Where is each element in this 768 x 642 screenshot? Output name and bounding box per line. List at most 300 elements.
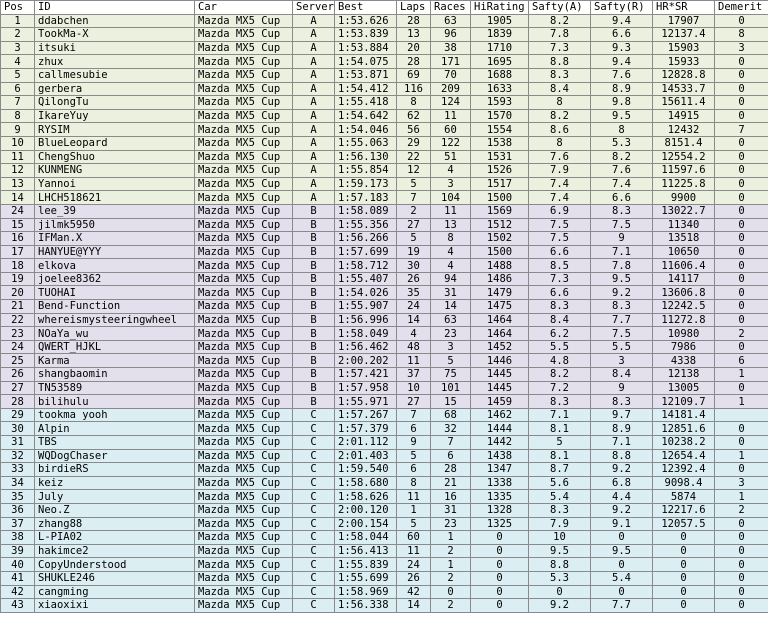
table-row [1, 558, 768, 572]
hr-sr-cell: 15933 [653, 55, 715, 69]
pos-cell: 16 [1, 232, 35, 246]
id-cell: CopyUnderstood [35, 558, 195, 572]
races-cell: 122 [431, 136, 471, 150]
car-cell: Mazda MX5 Cup [195, 327, 293, 341]
id-cell: joelee8362 [35, 272, 195, 286]
races-cell: 15 [431, 395, 471, 409]
hirating-cell: 1335 [471, 490, 529, 504]
table-row [1, 55, 768, 69]
id-cell: birdieRS [35, 463, 195, 477]
laps-cell: 4 [397, 327, 431, 341]
safty-r-cell: 8.3 [591, 300, 653, 314]
hr-sr-cell: 15903 [653, 41, 715, 55]
races-cell: 3 [431, 340, 471, 354]
table-row [1, 395, 768, 409]
races-cell: 28 [431, 463, 471, 477]
demerit-cell: 0 [715, 463, 768, 477]
hr-sr-cell: 10650 [653, 245, 715, 259]
server-cell: C [293, 531, 335, 545]
hr-sr-cell: 0 [653, 544, 715, 558]
safty-r-cell: 0 [591, 585, 653, 599]
safty-r-cell: 3 [591, 354, 653, 368]
races-cell: 60 [431, 123, 471, 137]
table-row [1, 28, 768, 42]
hirating-cell: 1452 [471, 340, 529, 354]
server-cell: A [293, 109, 335, 123]
id-cell: BlueLeopard [35, 136, 195, 150]
id-cell: whereismysteeringwheel [35, 313, 195, 327]
hirating-cell: 1462 [471, 408, 529, 422]
safty-a-cell: 5.3 [529, 571, 591, 585]
pos-cell: 2 [1, 28, 35, 42]
pos-cell: 32 [1, 449, 35, 463]
pos-cell: 24 [1, 204, 35, 218]
laps-cell: 5 [397, 232, 431, 246]
id-cell: zhux [35, 55, 195, 69]
table-row [1, 82, 768, 96]
best-cell: 2:00.154 [335, 517, 397, 531]
hr-sr-cell: 4338 [653, 354, 715, 368]
pos-cell: 34 [1, 476, 35, 490]
safty-a-cell: 7.5 [529, 232, 591, 246]
hirating-cell: 1338 [471, 476, 529, 490]
server-cell: B [293, 340, 335, 354]
demerit-cell: 0 [715, 313, 768, 327]
safty-a-cell: 8.1 [529, 422, 591, 436]
hirating-cell: 1500 [471, 191, 529, 205]
server-cell: C [293, 449, 335, 463]
safty-r-cell: 7.8 [591, 259, 653, 273]
safty-r-cell: 5.4 [591, 571, 653, 585]
best-cell: 2:01.403 [335, 449, 397, 463]
header-car: Car [195, 1, 293, 15]
hr-sr-cell: 12057.5 [653, 517, 715, 531]
hirating-cell: 1695 [471, 55, 529, 69]
races-cell: 31 [431, 503, 471, 517]
demerit-cell: 0 [715, 259, 768, 273]
best-cell: 2:01.112 [335, 436, 397, 450]
demerit-cell: 0 [715, 340, 768, 354]
table-row [1, 408, 768, 422]
hr-sr-cell: 5874 [653, 490, 715, 504]
car-cell: Mazda MX5 Cup [195, 259, 293, 273]
safty-a-cell: 8.5 [529, 259, 591, 273]
races-cell: 38 [431, 41, 471, 55]
id-cell: ChengShuo [35, 150, 195, 164]
laps-cell: 6 [397, 422, 431, 436]
safty-a-cell: 7.5 [529, 218, 591, 232]
hirating-cell: 1328 [471, 503, 529, 517]
hr-sr-cell: 13022.7 [653, 204, 715, 218]
hr-sr-cell: 13518 [653, 232, 715, 246]
hr-sr-cell: 11597.6 [653, 164, 715, 178]
server-cell: A [293, 28, 335, 42]
hirating-cell: 1554 [471, 123, 529, 137]
safty-r-cell: 9.4 [591, 55, 653, 69]
server-cell: C [293, 558, 335, 572]
hirating-cell: 1526 [471, 164, 529, 178]
id-cell: LHCH518621 [35, 191, 195, 205]
safty-a-cell: 7.4 [529, 191, 591, 205]
laps-cell: 14 [397, 599, 431, 613]
hirating-cell: 1531 [471, 150, 529, 164]
safty-r-cell: 6.8 [591, 476, 653, 490]
races-cell: 21 [431, 476, 471, 490]
hr-sr-cell: 17907 [653, 14, 715, 28]
best-cell: 1:54.075 [335, 55, 397, 69]
races-cell: 4 [431, 259, 471, 273]
safty-r-cell: 7.7 [591, 599, 653, 613]
races-cell: 2 [431, 544, 471, 558]
demerit-cell: 0 [715, 82, 768, 96]
safty-r-cell: 9.5 [591, 109, 653, 123]
id-cell: NOaYa_wu [35, 327, 195, 341]
car-cell: Mazda MX5 Cup [195, 395, 293, 409]
header-hr-sr: HR*SR [653, 1, 715, 15]
best-cell: 1:58.044 [335, 531, 397, 545]
best-cell: 1:57.379 [335, 422, 397, 436]
demerit-cell: 0 [715, 300, 768, 314]
demerit-cell: 1 [715, 490, 768, 504]
server-cell: C [293, 599, 335, 613]
pos-cell: 15 [1, 218, 35, 232]
safty-r-cell: 9.5 [591, 544, 653, 558]
best-cell: 1:55.907 [335, 300, 397, 314]
table-row [1, 272, 768, 286]
laps-cell: 42 [397, 585, 431, 599]
hr-sr-cell: 13005 [653, 381, 715, 395]
races-cell: 31 [431, 286, 471, 300]
races-cell: 104 [431, 191, 471, 205]
races-cell: 63 [431, 313, 471, 327]
pos-cell: 1 [1, 14, 35, 28]
id-cell: Neo.Z [35, 503, 195, 517]
races-cell: 1 [431, 531, 471, 545]
pos-cell: 18 [1, 259, 35, 273]
safty-a-cell: 8.2 [529, 14, 591, 28]
car-cell: Mazda MX5 Cup [195, 476, 293, 490]
safty-r-cell: 9.2 [591, 463, 653, 477]
table-row [1, 327, 768, 341]
demerit-cell: 1 [715, 449, 768, 463]
safty-r-cell: 9.4 [591, 14, 653, 28]
hirating-cell: 1459 [471, 395, 529, 409]
safty-a-cell: 8 [529, 136, 591, 150]
best-cell: 1:57.958 [335, 381, 397, 395]
best-cell: 1:58.680 [335, 476, 397, 490]
safty-r-cell: 7.5 [591, 218, 653, 232]
best-cell: 1:58.089 [335, 204, 397, 218]
hirating-cell: 1347 [471, 463, 529, 477]
best-cell: 2:00.120 [335, 503, 397, 517]
demerit-cell: 0 [715, 68, 768, 82]
table-row [1, 599, 768, 613]
laps-cell: 28 [397, 14, 431, 28]
table-row [1, 259, 768, 273]
demerit-cell: 0 [715, 599, 768, 613]
hirating-cell: 1593 [471, 96, 529, 110]
hirating-cell: 1710 [471, 41, 529, 55]
races-cell: 96 [431, 28, 471, 42]
id-cell: QilongTu [35, 96, 195, 110]
pos-cell: 20 [1, 286, 35, 300]
laps-cell: 5 [397, 517, 431, 531]
pos-cell: 23 [1, 327, 35, 341]
hirating-cell: 1517 [471, 177, 529, 191]
server-cell: A [293, 14, 335, 28]
best-cell: 1:56.130 [335, 150, 397, 164]
hr-sr-cell: 0 [653, 531, 715, 545]
car-cell: Mazda MX5 Cup [195, 245, 293, 259]
best-cell: 1:56.266 [335, 232, 397, 246]
car-cell: Mazda MX5 Cup [195, 218, 293, 232]
best-cell: 1:56.462 [335, 340, 397, 354]
safty-r-cell: 9.1 [591, 517, 653, 531]
demerit-cell: 0 [715, 191, 768, 205]
server-cell: A [293, 41, 335, 55]
id-cell: ddabchen [35, 14, 195, 28]
laps-cell: 37 [397, 368, 431, 382]
hirating-cell: 1464 [471, 313, 529, 327]
best-cell: 1:55.854 [335, 164, 397, 178]
car-cell: Mazda MX5 Cup [195, 272, 293, 286]
safty-r-cell: 8.3 [591, 395, 653, 409]
id-cell: July [35, 490, 195, 504]
hirating-cell: 1446 [471, 354, 529, 368]
laps-cell: 48 [397, 340, 431, 354]
table-row [1, 218, 768, 232]
pos-cell: 17 [1, 245, 35, 259]
hr-sr-cell: 14181.4 [653, 408, 715, 422]
demerit-cell: 0 [715, 245, 768, 259]
safty-a-cell: 5.5 [529, 340, 591, 354]
pos-cell: 26 [1, 368, 35, 382]
id-cell: TN53589 [35, 381, 195, 395]
hirating-cell: 1488 [471, 259, 529, 273]
id-cell: TUOHAI [35, 286, 195, 300]
car-cell: Mazda MX5 Cup [195, 503, 293, 517]
car-cell: Mazda MX5 Cup [195, 463, 293, 477]
server-cell: B [293, 259, 335, 273]
safty-r-cell: 7.1 [591, 245, 653, 259]
best-cell: 1:56.338 [335, 599, 397, 613]
hr-sr-cell: 12432 [653, 123, 715, 137]
safty-r-cell: 7.7 [591, 313, 653, 327]
header-best: Best [335, 1, 397, 15]
laps-cell: 27 [397, 395, 431, 409]
table-row [1, 300, 768, 314]
safty-a-cell: 10 [529, 531, 591, 545]
server-cell: B [293, 395, 335, 409]
server-cell: B [293, 218, 335, 232]
hr-sr-cell: 9900 [653, 191, 715, 205]
hr-sr-cell: 12242.5 [653, 300, 715, 314]
header-hirating: HiRating [471, 1, 529, 15]
header-row [1, 1, 768, 15]
safty-r-cell: 7.4 [591, 177, 653, 191]
safty-a-cell: 8.2 [529, 109, 591, 123]
demerit-cell: 0 [715, 571, 768, 585]
best-cell: 1:55.971 [335, 395, 397, 409]
demerit-cell: 2 [715, 327, 768, 341]
car-cell: Mazda MX5 Cup [195, 490, 293, 504]
pos-cell: 31 [1, 436, 35, 450]
car-cell: Mazda MX5 Cup [195, 313, 293, 327]
id-cell: shangbaomin [35, 368, 195, 382]
demerit-cell: 0 [715, 204, 768, 218]
best-cell: 1:58.712 [335, 259, 397, 273]
safty-a-cell: 7.2 [529, 381, 591, 395]
pos-cell: 21 [1, 300, 35, 314]
safty-a-cell: 7.1 [529, 408, 591, 422]
laps-cell: 56 [397, 123, 431, 137]
safty-a-cell: 6.9 [529, 204, 591, 218]
hirating-cell: 0 [471, 585, 529, 599]
safty-r-cell: 8.2 [591, 150, 653, 164]
safty-r-cell: 6.6 [591, 28, 653, 42]
pos-cell: 8 [1, 109, 35, 123]
car-cell: Mazda MX5 Cup [195, 150, 293, 164]
hirating-cell: 1502 [471, 232, 529, 246]
demerit-cell: 0 [715, 150, 768, 164]
hirating-cell: 1438 [471, 449, 529, 463]
hirating-cell: 1445 [471, 381, 529, 395]
best-cell: 2:00.202 [335, 354, 397, 368]
hr-sr-cell: 14915 [653, 109, 715, 123]
table-row [1, 517, 768, 531]
races-cell: 23 [431, 327, 471, 341]
hr-sr-cell: 13606.8 [653, 286, 715, 300]
laps-cell: 8 [397, 476, 431, 490]
id-cell: KUNMENG [35, 164, 195, 178]
demerit-cell: 0 [715, 109, 768, 123]
hirating-cell: 1569 [471, 204, 529, 218]
demerit-cell: 3 [715, 476, 768, 490]
safty-a-cell: 5.6 [529, 476, 591, 490]
car-cell: Mazda MX5 Cup [195, 558, 293, 572]
car-cell: Mazda MX5 Cup [195, 354, 293, 368]
hirating-cell: 1905 [471, 14, 529, 28]
safty-a-cell: 6.2 [529, 327, 591, 341]
server-cell: B [293, 232, 335, 246]
best-cell: 1:56.413 [335, 544, 397, 558]
safty-a-cell: 8.4 [529, 313, 591, 327]
header-pos: Pos [1, 1, 35, 15]
demerit-cell: 0 [715, 558, 768, 572]
laps-cell: 24 [397, 558, 431, 572]
demerit-cell: 6 [715, 354, 768, 368]
safty-a-cell: 9.2 [529, 599, 591, 613]
laps-cell: 28 [397, 55, 431, 69]
safty-a-cell: 8.3 [529, 300, 591, 314]
demerit-cell: 0 [715, 164, 768, 178]
safty-a-cell: 5 [529, 436, 591, 450]
server-cell: A [293, 123, 335, 137]
hr-sr-cell: 11340 [653, 218, 715, 232]
pos-cell: 19 [1, 272, 35, 286]
id-cell: jilmk5950 [35, 218, 195, 232]
safty-a-cell: 8.7 [529, 463, 591, 477]
car-cell: Mazda MX5 Cup [195, 368, 293, 382]
safty-r-cell: 7.6 [591, 164, 653, 178]
id-cell: TookMa-X [35, 28, 195, 42]
safty-r-cell: 8.8 [591, 449, 653, 463]
demerit-cell: 2 [715, 503, 768, 517]
laps-cell: 20 [397, 41, 431, 55]
safty-a-cell: 8.3 [529, 68, 591, 82]
best-cell: 1:58.969 [335, 585, 397, 599]
best-cell: 1:55.356 [335, 218, 397, 232]
pos-cell: 43 [1, 599, 35, 613]
car-cell: Mazda MX5 Cup [195, 517, 293, 531]
table-row [1, 340, 768, 354]
server-cell: C [293, 463, 335, 477]
races-cell: 14 [431, 300, 471, 314]
car-cell: Mazda MX5 Cup [195, 109, 293, 123]
races-cell: 8 [431, 232, 471, 246]
id-cell: tookma yooh [35, 408, 195, 422]
demerit-cell: 1 [715, 395, 768, 409]
races-cell: 209 [431, 82, 471, 96]
server-cell: A [293, 164, 335, 178]
races-cell: 32 [431, 422, 471, 436]
hirating-cell: 1512 [471, 218, 529, 232]
laps-cell: 29 [397, 136, 431, 150]
car-cell: Mazda MX5 Cup [195, 96, 293, 110]
server-cell: C [293, 422, 335, 436]
id-cell: HANYUE@YYY [35, 245, 195, 259]
server-cell: B [293, 245, 335, 259]
races-cell: 4 [431, 245, 471, 259]
pos-cell: 5 [1, 68, 35, 82]
id-cell: callmesubie [35, 68, 195, 82]
pos-cell: 35 [1, 490, 35, 504]
hirating-cell: 1633 [471, 82, 529, 96]
server-cell: B [293, 354, 335, 368]
hr-sr-cell: 0 [653, 585, 715, 599]
server-cell: A [293, 136, 335, 150]
laps-cell: 7 [397, 408, 431, 422]
safty-r-cell: 8.3 [591, 204, 653, 218]
demerit-cell [715, 408, 768, 422]
car-cell: Mazda MX5 Cup [195, 41, 293, 55]
id-cell: Alpin [35, 422, 195, 436]
laps-cell: 24 [397, 300, 431, 314]
hr-sr-cell: 12828.8 [653, 68, 715, 82]
laps-cell: 11 [397, 354, 431, 368]
hirating-cell: 0 [471, 531, 529, 545]
hirating-cell: 1479 [471, 286, 529, 300]
server-cell: A [293, 96, 335, 110]
car-cell: Mazda MX5 Cup [195, 300, 293, 314]
laps-cell: 8 [397, 96, 431, 110]
hr-sr-cell: 12137.4 [653, 28, 715, 42]
hirating-cell: 0 [471, 571, 529, 585]
id-cell: cangming [35, 585, 195, 599]
safty-a-cell: 7.6 [529, 150, 591, 164]
table-row [1, 136, 768, 150]
pos-cell: 22 [1, 313, 35, 327]
laps-cell: 30 [397, 259, 431, 273]
id-cell: itsuki [35, 41, 195, 55]
safty-r-cell: 0 [591, 531, 653, 545]
table-row [1, 544, 768, 558]
best-cell: 1:58.626 [335, 490, 397, 504]
safty-r-cell: 9.2 [591, 286, 653, 300]
races-cell: 13 [431, 218, 471, 232]
header-safty-r: Safty(R) [591, 1, 653, 15]
hirating-cell: 1464 [471, 327, 529, 341]
